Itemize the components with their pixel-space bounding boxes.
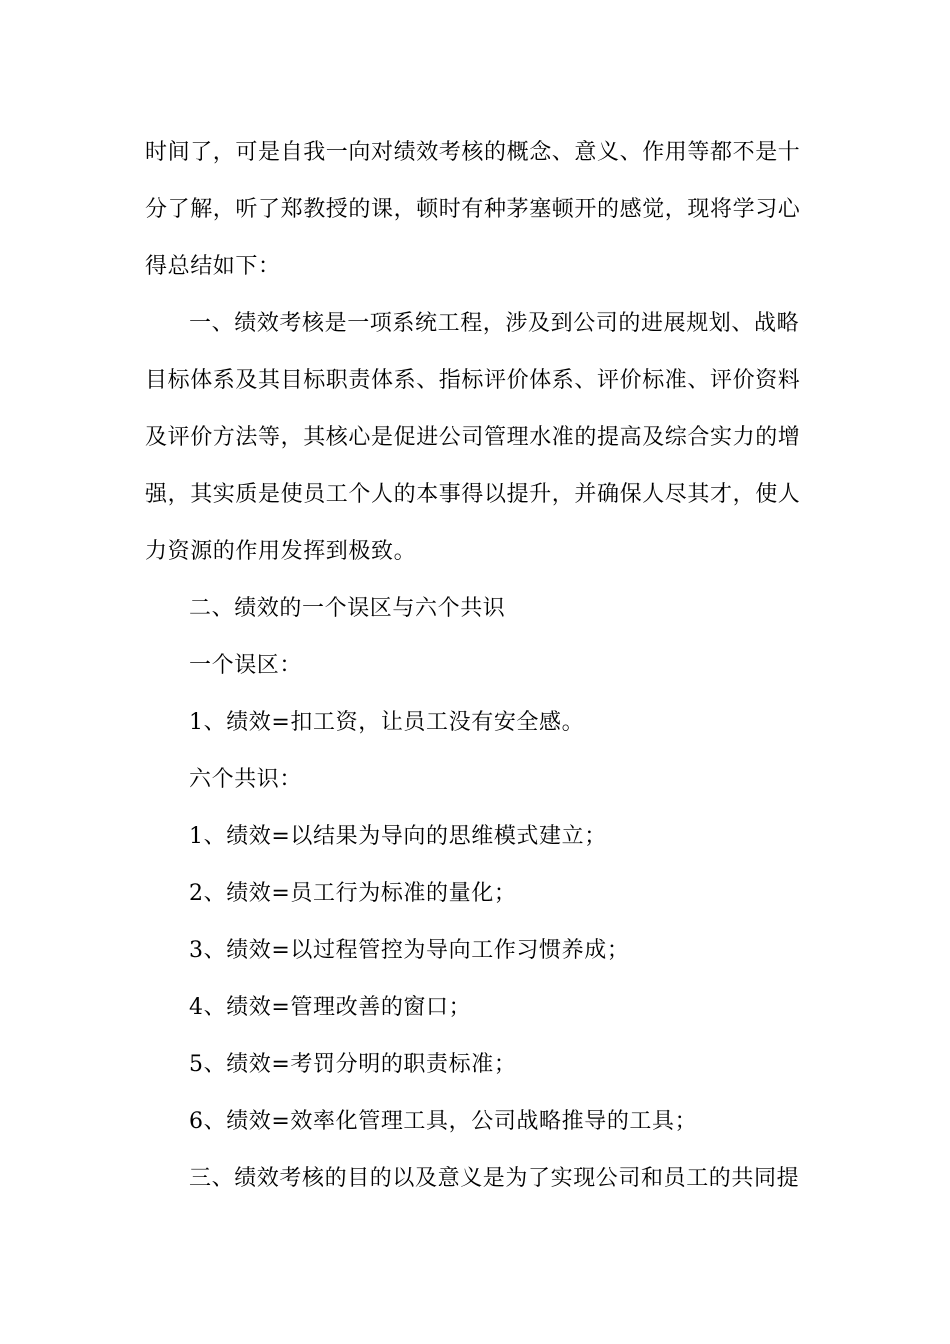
section-heading-2: 二、绩效的一个误区与六个共识 <box>189 596 506 621</box>
body-text-line: 目标体系及其目标职责体系、指标评价体系、评价标准、评价资料 <box>145 368 801 393</box>
body-text-line: 分了解，听了郑教授的课，顿时有种茅塞顿开的感觉，现将学习心 <box>145 197 801 222</box>
section-heading-1: 一、绩效考核是一项系统工程，涉及到公司的进展规划、战略 <box>189 311 800 336</box>
subheading-misconception: 一个误区： <box>189 653 303 678</box>
list-item: 3、绩效=以过程管控为导向工作习惯养成； <box>189 938 630 963</box>
subheading-consensus: 六个共识： <box>189 767 303 792</box>
body-text-line: 力资源的作用发挥到极致。 <box>145 539 417 564</box>
section-heading-3: 三、绩效考核的目的以及意义是为了实现公司和员工的共同提 <box>189 1166 800 1191</box>
list-item: 1、绩效=以结果为导向的思维模式建立； <box>189 824 607 849</box>
body-text-line: 得总结如下： <box>145 254 281 279</box>
list-item: 5、绩效=考罚分明的职责标准； <box>189 1052 517 1077</box>
list-item: 2、绩效=员工行为标准的量化； <box>189 881 517 906</box>
body-text-line: 时间了，可是自我一向对绩效考核的概念、意义、作用等都不是十 <box>145 140 801 165</box>
list-item: 1、绩效=扣工资，让员工没有安全感。 <box>189 710 585 735</box>
list-item: 4、绩效=管理改善的窗口； <box>189 995 472 1020</box>
list-item: 6、绩效=效率化管理工具，公司战略推导的工具； <box>189 1109 698 1134</box>
body-text-line: 及评价方法等，其核心是促进公司管理水准的提高及综合实力的增 <box>145 425 801 450</box>
body-text-line: 强，其实质是使员工个人的本事得以提升，并确保人尽其才，使人 <box>145 482 801 507</box>
